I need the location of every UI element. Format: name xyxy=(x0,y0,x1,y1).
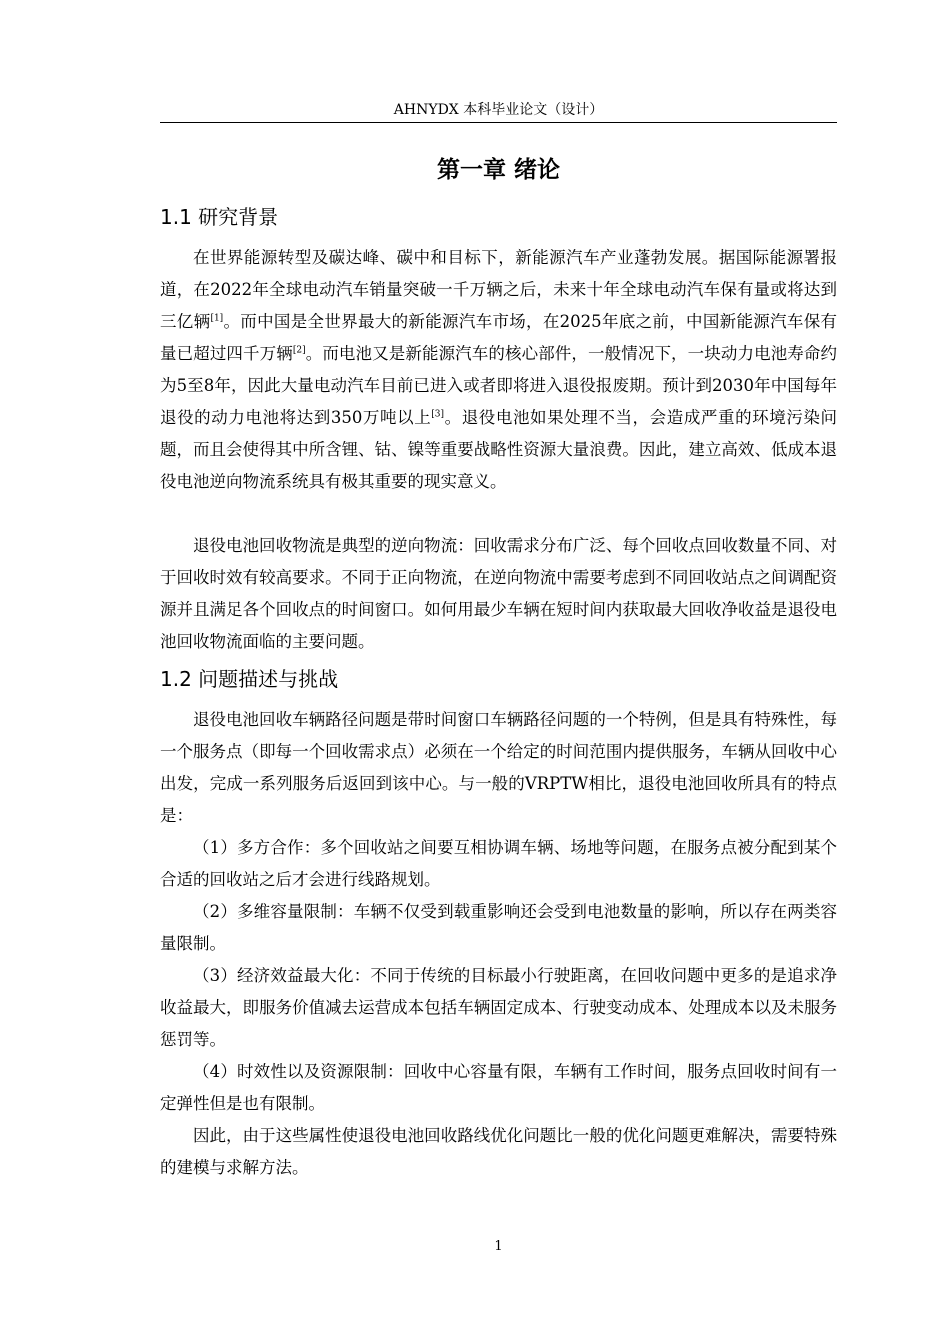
running-header: AHNYDX 本科毕业论文（设计） xyxy=(393,102,604,118)
citation-ref-3[interactable]: [3] xyxy=(431,409,445,420)
citation-ref-2[interactable]: [2] xyxy=(292,345,306,356)
paragraph-background-2: 退役电池回收物流是典型的逆向物流：回收需求分布广泛、每个回收点回收数量不同、对于回收时效有较高要求。不同于正向物流，在逆向物流中需要考虑到不同回收站点之间调配资源并且满足各个回收点的时间窗口。如何用最少车辆在短时间内获取最大回收净收益是退役电池回收物流面临的主要问题。 xyxy=(160,536,837,651)
page-number: 1 xyxy=(494,1239,503,1254)
list-item-feature-1: （1）多方合作：多个回收站之间要互相协调车辆、场地等问题，在服务点被分配到某个合适的回收站之后才会进行线路规划。 xyxy=(160,838,837,889)
text-run: 。而中国是全世界最大的新能源汽车市场，在2025年底之前，中国新能源汽车保有量已超过四千万辆 xyxy=(160,312,838,363)
list-item-feature-4: （4）时效性以及资源限制：回收中心容量有限，车辆有工作时间，服务点回收时间有一定弹性但是也有限制。 xyxy=(160,1062,837,1113)
header-rule xyxy=(160,122,837,123)
list-item-feature-2: （2）多维容量限制：车辆不仅受到载重影响还会受到电池数量的影响，所以存在两类容量限制。 xyxy=(160,902,837,953)
paragraph-problem-intro: 退役电池回收车辆路径问题是带时间窗口车辆路径问题的一个特例，但是具有特殊性，每一个服务点（即每一个回收需求点）必须在一个给定的时间范围内提供服务，车辆从回收中心出发，完成一系列服务后返回到该中心。与一般的VRPTW相比，退役电池回收所具有的特点是： xyxy=(160,710,837,825)
section-heading-1-2: 1.2 问题描述与挑战 xyxy=(160,667,339,691)
citation-ref-1[interactable]: [1] xyxy=(210,313,224,324)
text-run: 。退役电池如果处理不当，会造成严重的环境污染问题，而且会使得其中所含锂、钴、镍等重要战略性资源大量浪费。因此，建立高效、低成本退役电池逆向物流系统具有极其重要的现实意义。 xyxy=(160,408,837,491)
text-run: 在世界能源转型及碳达峰、碳中和目标下，新能源汽车产业蓬勃发展。据国际能源署报道，在2022年全球电动汽车销量突破一千万辆之后，未来十年全球电动汽车保有量或将达到三亿辆 xyxy=(160,248,837,331)
text-run: 。而电池又是新能源汽车的核心部件，一般情况下，一块动力电池寿命约为5至8年，因此大量电动汽车目前已进入或者即将进入退役报废期。预计到2030年中国每年退役的动力电池将达到350万吨以上 xyxy=(160,344,838,427)
paragraph-conclusion: 因此，由于这些属性使退役电池回收路线优化问题比一般的优化问题更难解决，需要特殊的建模与求解方法。 xyxy=(160,1126,837,1177)
list-item-feature-3: （3）经济效益最大化：不同于传统的目标最小行驶距离，在回收问题中更多的是追求净收益最大，即服务价值减去运营成本包括车辆固定成本、行驶变动成本、处理成本以及未服务惩罚等。 xyxy=(160,966,837,1049)
section-heading-1-1: 1.1 研究背景 xyxy=(160,205,279,229)
chapter-title: 第一章 绪论 xyxy=(436,157,560,183)
paragraph-background-1 xyxy=(160,242,837,498)
